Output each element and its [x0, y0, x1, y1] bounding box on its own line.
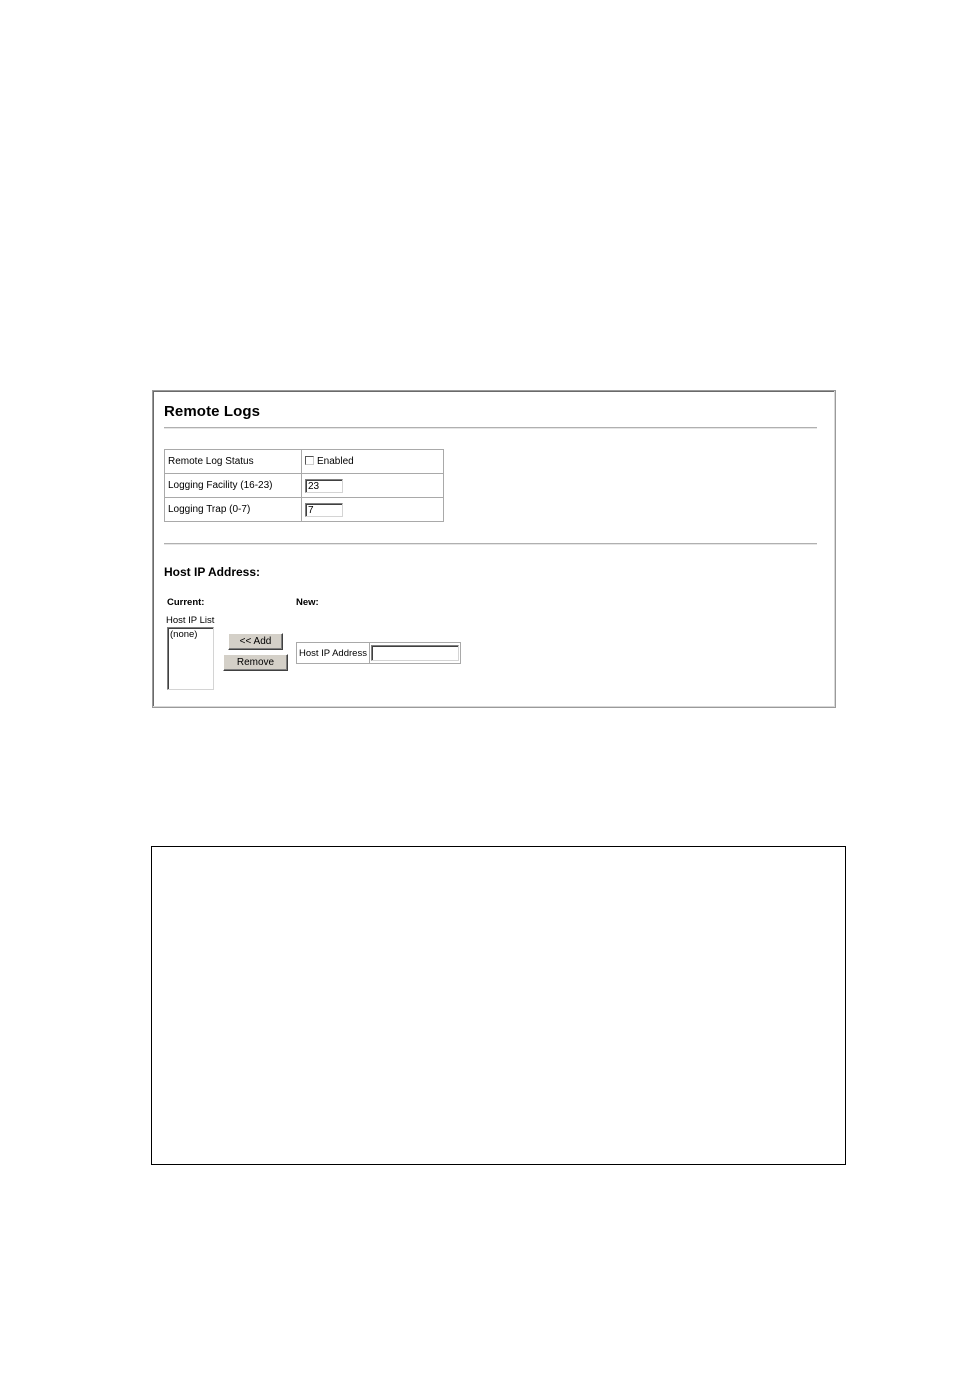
logging-trap-cell: [302, 498, 444, 522]
title-divider: [164, 427, 817, 429]
new-label: New:: [296, 597, 319, 608]
table-row: [165, 450, 444, 474]
host-ip-list[interactable]: [167, 627, 214, 690]
logging-trap-input[interactable]: 7: [305, 503, 343, 517]
remote-log-status-cell: [302, 450, 444, 474]
enabled-checkbox[interactable]: [305, 456, 314, 465]
current-label: Current:: [167, 597, 205, 608]
add-button[interactable]: << Add: [228, 633, 283, 650]
enabled-checkbox-label: Enabled: [317, 456, 354, 467]
new-host-ip-row: [296, 642, 461, 664]
table-row: [165, 474, 444, 498]
table-row: [165, 498, 444, 522]
remote-logs-panel: [152, 390, 836, 708]
remote-log-settings-table: [164, 449, 444, 522]
list-item[interactable]: (none): [170, 629, 198, 640]
page-title: Remote Logs: [164, 403, 261, 420]
logging-facility-cell: [302, 474, 444, 498]
remove-button[interactable]: Remove: [223, 654, 288, 671]
logging-facility-label: Logging Facility (16-23): [165, 474, 302, 498]
host-ip-list-label: Host IP List: [166, 615, 215, 626]
empty-frame: [151, 846, 846, 1165]
host-ip-section-title: Host IP Address:: [164, 565, 261, 579]
remote-log-status-label: Remote Log Status: [165, 450, 302, 474]
host-ip-address-input[interactable]: [371, 645, 459, 661]
section-divider: [164, 543, 817, 545]
logging-trap-label: Logging Trap (0-7): [165, 498, 302, 522]
new-host-ip-label: Host IP Address: [297, 643, 370, 663]
logging-facility-input[interactable]: 23: [305, 479, 343, 493]
